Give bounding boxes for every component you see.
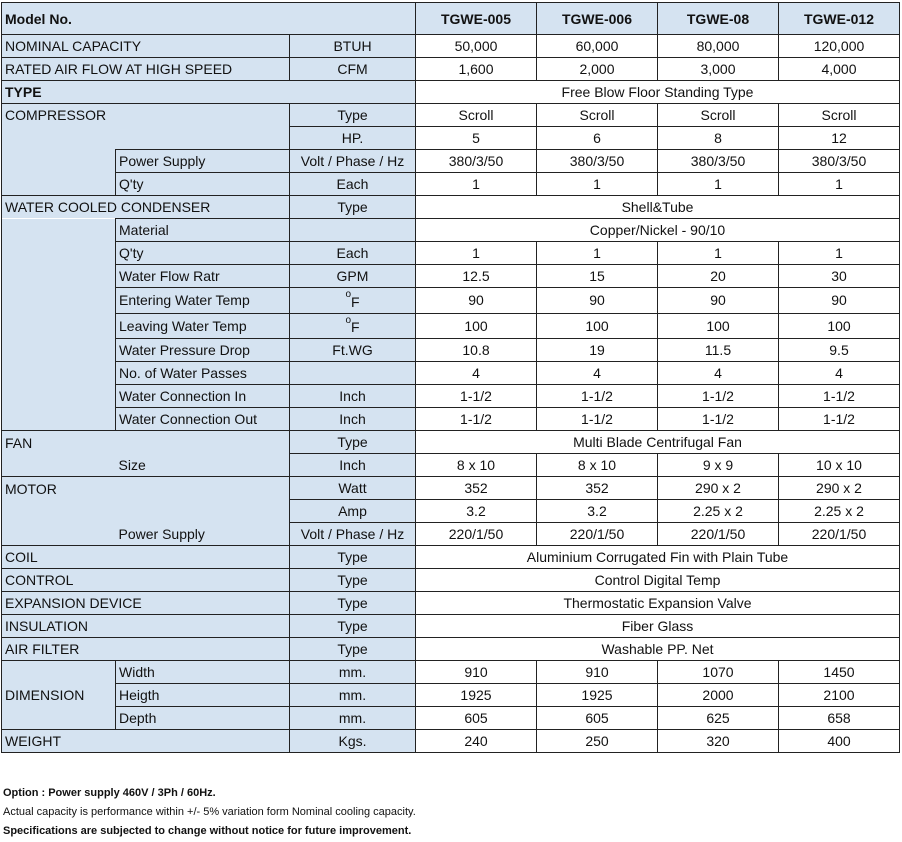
table-row — [2, 313, 900, 339]
degree-sign: o — [345, 314, 351, 326]
table-row — [2, 265, 900, 288]
row-label: EXPANSION DEVICE — [2, 592, 290, 615]
cell-value: 250 — [537, 730, 658, 753]
cell-value: 1-1/2 — [658, 385, 779, 408]
cell-value: Scroll — [537, 104, 658, 127]
table-row — [2, 150, 900, 173]
table-row — [2, 242, 900, 265]
cell-value: 5 — [416, 127, 537, 150]
row-unit: Watt — [290, 477, 416, 500]
cell-value: 220/1/50 — [537, 523, 658, 546]
table-row — [2, 339, 900, 362]
cell-value: 60,000 — [537, 35, 658, 58]
cell-value: 1-1/2 — [779, 385, 900, 408]
cell-value: 8 x 10 — [416, 454, 537, 477]
table-row — [2, 408, 900, 431]
cell-value-merged: Aluminium Corrugated Fin with Plain Tube — [416, 546, 900, 569]
row-label: CONTROL — [2, 569, 290, 592]
cell-value: 3,000 — [658, 58, 779, 81]
row-unit: mm. — [290, 661, 416, 684]
row-unit: Volt / Phase / Hz — [290, 523, 416, 546]
row-unit: Each — [290, 242, 416, 265]
sub-label: Heigth — [116, 684, 290, 707]
capacity-note: Actual capacity is performance within +/- 5% variation form Nominal cooling capacity. — [3, 806, 416, 818]
table-row — [2, 362, 900, 385]
cell-value: 80,000 — [658, 35, 779, 58]
option-note: Option : Power supply 460V / 3Ph / 60Hz. — [3, 787, 216, 799]
row-unit: Kgs. — [290, 730, 416, 753]
cell-value: 1925 — [537, 684, 658, 707]
sub-label: Water Connection In — [116, 385, 290, 408]
table-row — [2, 569, 900, 592]
row-unit: CFM — [290, 58, 416, 81]
table-header-row — [2, 3, 900, 35]
section-label: COMPRESSOR — [2, 104, 116, 127]
cell-value: 100 — [537, 313, 658, 339]
cell-value: 3.2 — [537, 500, 658, 523]
sub-label: Width — [116, 661, 290, 684]
sub-label: Entering Water Temp — [116, 288, 290, 314]
table-row — [2, 385, 900, 408]
cell-value: Scroll — [658, 104, 779, 127]
cell-value: 352 — [416, 477, 537, 500]
cell-value: 8 — [658, 127, 779, 150]
cell-value: 380/3/50 — [416, 150, 537, 173]
cell-value: 1450 — [779, 661, 900, 684]
cell-value: 4 — [779, 362, 900, 385]
cell-value: 4 — [537, 362, 658, 385]
row-label: NOMINAL CAPACITY — [2, 35, 290, 58]
row-unit — [290, 362, 416, 385]
cell-value: 100 — [658, 313, 779, 339]
sub-label: Q'ty — [116, 242, 290, 265]
cell-value: 1 — [779, 173, 900, 196]
sub-label: Water Flow Ratr — [116, 265, 290, 288]
table-row — [2, 219, 900, 242]
cell-value-merged: Fiber Glass — [416, 615, 900, 638]
cell-value: 290 x 2 — [779, 477, 900, 500]
row-unit: HP. — [290, 127, 416, 150]
cell-value: 400 — [779, 730, 900, 753]
row-unit — [290, 288, 416, 314]
cell-value: 380/3/50 — [779, 150, 900, 173]
table-row — [2, 546, 900, 569]
cell-value: 1925 — [416, 684, 537, 707]
cell-value: 4 — [658, 362, 779, 385]
row-label: RATED AIR FLOW AT HIGH SPEED — [2, 58, 290, 81]
cell-value: 90 — [416, 288, 537, 314]
sub-label: Size — [116, 454, 290, 477]
row-unit: BTUH — [290, 35, 416, 58]
cell-value: 1-1/2 — [537, 408, 658, 431]
spec-table-wrapper — [1, 2, 900, 753]
cell-value: 4 — [416, 362, 537, 385]
cell-value: 2.25 x 2 — [658, 500, 779, 523]
table-row — [2, 127, 900, 150]
table-row — [2, 35, 900, 58]
cell-value: 1-1/2 — [779, 408, 900, 431]
model-number-label: Model No. — [2, 3, 416, 35]
cell-value: 8 x 10 — [537, 454, 658, 477]
cell-value: 352 — [537, 477, 658, 500]
cell-value: 220/1/50 — [779, 523, 900, 546]
cell-value: 290 x 2 — [658, 477, 779, 500]
row-label: TYPE — [2, 81, 416, 104]
cell-value: 1 — [416, 173, 537, 196]
cell-value: 10.8 — [416, 339, 537, 362]
cell-value: 100 — [416, 313, 537, 339]
cell-value: 1070 — [658, 661, 779, 684]
sub-label: Power Supply — [116, 523, 290, 546]
model-header: TGWE-006 — [537, 3, 658, 35]
cell-value-merged: Copper/Nickel - 90/10 — [416, 219, 900, 242]
cell-value: 605 — [416, 707, 537, 730]
cell-value: 1 — [537, 173, 658, 196]
row-unit: Volt / Phase / Hz — [290, 150, 416, 173]
row-unit — [290, 313, 416, 339]
table-row — [2, 500, 900, 523]
cell-value: 11.5 — [658, 339, 779, 362]
cell-value-merged: Washable PP. Net — [416, 638, 900, 661]
cell-value: 2100 — [779, 684, 900, 707]
row-unit: Ft.WG — [290, 339, 416, 362]
table-row — [2, 638, 900, 661]
table-row — [2, 684, 900, 707]
cell-value: 1-1/2 — [658, 408, 779, 431]
row-unit: Each — [290, 173, 416, 196]
cell-value-merged: Thermostatic Expansion Valve — [416, 592, 900, 615]
row-unit: mm. — [290, 707, 416, 730]
cell-value: 658 — [779, 707, 900, 730]
row-unit: Type — [290, 196, 416, 219]
cell-value: 90 — [537, 288, 658, 314]
specification-table — [1, 2, 900, 753]
table-row — [2, 104, 900, 127]
model-header: TGWE-005 — [416, 3, 537, 35]
row-unit: Type — [290, 431, 416, 454]
cell-value-merged: Control Digital Temp — [416, 569, 900, 592]
cell-value: 625 — [658, 707, 779, 730]
spec-note: Specifications are subjected to change without notice for future improvement. — [3, 825, 412, 837]
cell-value: 90 — [779, 288, 900, 314]
section-label: FAN — [2, 431, 116, 454]
cell-value: 910 — [416, 661, 537, 684]
row-label: COIL — [2, 546, 290, 569]
table-row — [2, 454, 900, 477]
cell-value: 20 — [658, 265, 779, 288]
model-header: TGWE-012 — [779, 3, 900, 35]
cell-value: 2,000 — [537, 58, 658, 81]
cell-value-merged: Multi Blade Centrifugal Fan — [416, 431, 900, 454]
cell-value: 9 x 9 — [658, 454, 779, 477]
table-row — [2, 196, 900, 219]
table-row — [2, 81, 900, 104]
table-row — [2, 707, 900, 730]
cell-value: 1 — [779, 242, 900, 265]
cell-value: 910 — [537, 661, 658, 684]
table-row — [2, 615, 900, 638]
degree-sign: o — [345, 289, 351, 300]
cell-value: 240 — [416, 730, 537, 753]
cell-value: 1-1/2 — [416, 408, 537, 431]
sub-label: Water Connection Out — [116, 408, 290, 431]
cell-value: 1,600 — [416, 58, 537, 81]
section-label: WATER COOLED CONDENSER — [2, 196, 290, 219]
cell-value: 10 x 10 — [779, 454, 900, 477]
cell-value: 120,000 — [779, 35, 900, 58]
row-label: AIR FILTER — [2, 638, 290, 661]
cell-value: 30 — [779, 265, 900, 288]
sub-label: Power Supply — [116, 150, 290, 173]
table-row — [2, 431, 900, 454]
model-header: TGWE-08 — [658, 3, 779, 35]
cell-value: 380/3/50 — [658, 150, 779, 173]
table-row — [2, 173, 900, 196]
sub-label: Material — [116, 219, 290, 242]
cell-value: 90 — [658, 288, 779, 314]
table-row — [2, 477, 900, 500]
cell-value-merged: Shell&Tube — [416, 196, 900, 219]
row-unit: Type — [290, 615, 416, 638]
cell-value: 1-1/2 — [537, 385, 658, 408]
cell-value: 1 — [537, 242, 658, 265]
table-row — [2, 288, 900, 314]
cell-value: 605 — [537, 707, 658, 730]
sub-label: Q'ty — [116, 173, 290, 196]
table-row — [2, 58, 900, 81]
cell-value-merged: Free Blow Floor Standing Type — [416, 81, 900, 104]
table-row — [2, 661, 900, 684]
row-unit: Type — [290, 546, 416, 569]
footnotes — [3, 784, 416, 841]
cell-value: 2000 — [658, 684, 779, 707]
row-unit: Type — [290, 104, 416, 127]
row-unit: Type — [290, 569, 416, 592]
unit-text: F — [351, 293, 360, 310]
cell-value: 380/3/50 — [537, 150, 658, 173]
cell-value: 100 — [779, 313, 900, 339]
cell-value: 9.5 — [779, 339, 900, 362]
cell-value: 1 — [658, 242, 779, 265]
table-row — [2, 592, 900, 615]
section-label: DIMENSION — [2, 661, 116, 730]
row-unit: GPM — [290, 265, 416, 288]
cell-value: 50,000 — [416, 35, 537, 58]
cell-value: 6 — [537, 127, 658, 150]
cell-value: 3.2 — [416, 500, 537, 523]
row-unit: Inch — [290, 385, 416, 408]
cell-value: 220/1/50 — [658, 523, 779, 546]
cell-value: 1-1/2 — [416, 385, 537, 408]
table-row — [2, 523, 900, 546]
cell-value: 2.25 x 2 — [779, 500, 900, 523]
cell-value: 320 — [658, 730, 779, 753]
sub-label: Depth — [116, 707, 290, 730]
unit-text: F — [351, 319, 360, 336]
row-unit: Amp — [290, 500, 416, 523]
row-unit: Type — [290, 592, 416, 615]
sub-label: No. of Water Passes — [116, 362, 290, 385]
row-unit: Inch — [290, 408, 416, 431]
row-unit: Inch — [290, 454, 416, 477]
row-unit: mm. — [290, 684, 416, 707]
cell-value: Scroll — [779, 104, 900, 127]
sub-label: Water Pressure Drop — [116, 339, 290, 362]
row-unit: Type — [290, 638, 416, 661]
cell-value: 12 — [779, 127, 900, 150]
sub-label: Leaving Water Temp — [116, 313, 290, 339]
row-label: WEIGHT — [2, 730, 290, 753]
cell-value: Scroll — [416, 104, 537, 127]
cell-value: 1 — [416, 242, 537, 265]
cell-value: 4,000 — [779, 58, 900, 81]
table-row — [2, 730, 900, 753]
row-label: INSULATION — [2, 615, 290, 638]
cell-value: 1 — [658, 173, 779, 196]
cell-value: 12.5 — [416, 265, 537, 288]
section-label: MOTOR — [2, 477, 116, 500]
cell-value: 220/1/50 — [416, 523, 537, 546]
cell-value: 19 — [537, 339, 658, 362]
cell-value: 15 — [537, 265, 658, 288]
